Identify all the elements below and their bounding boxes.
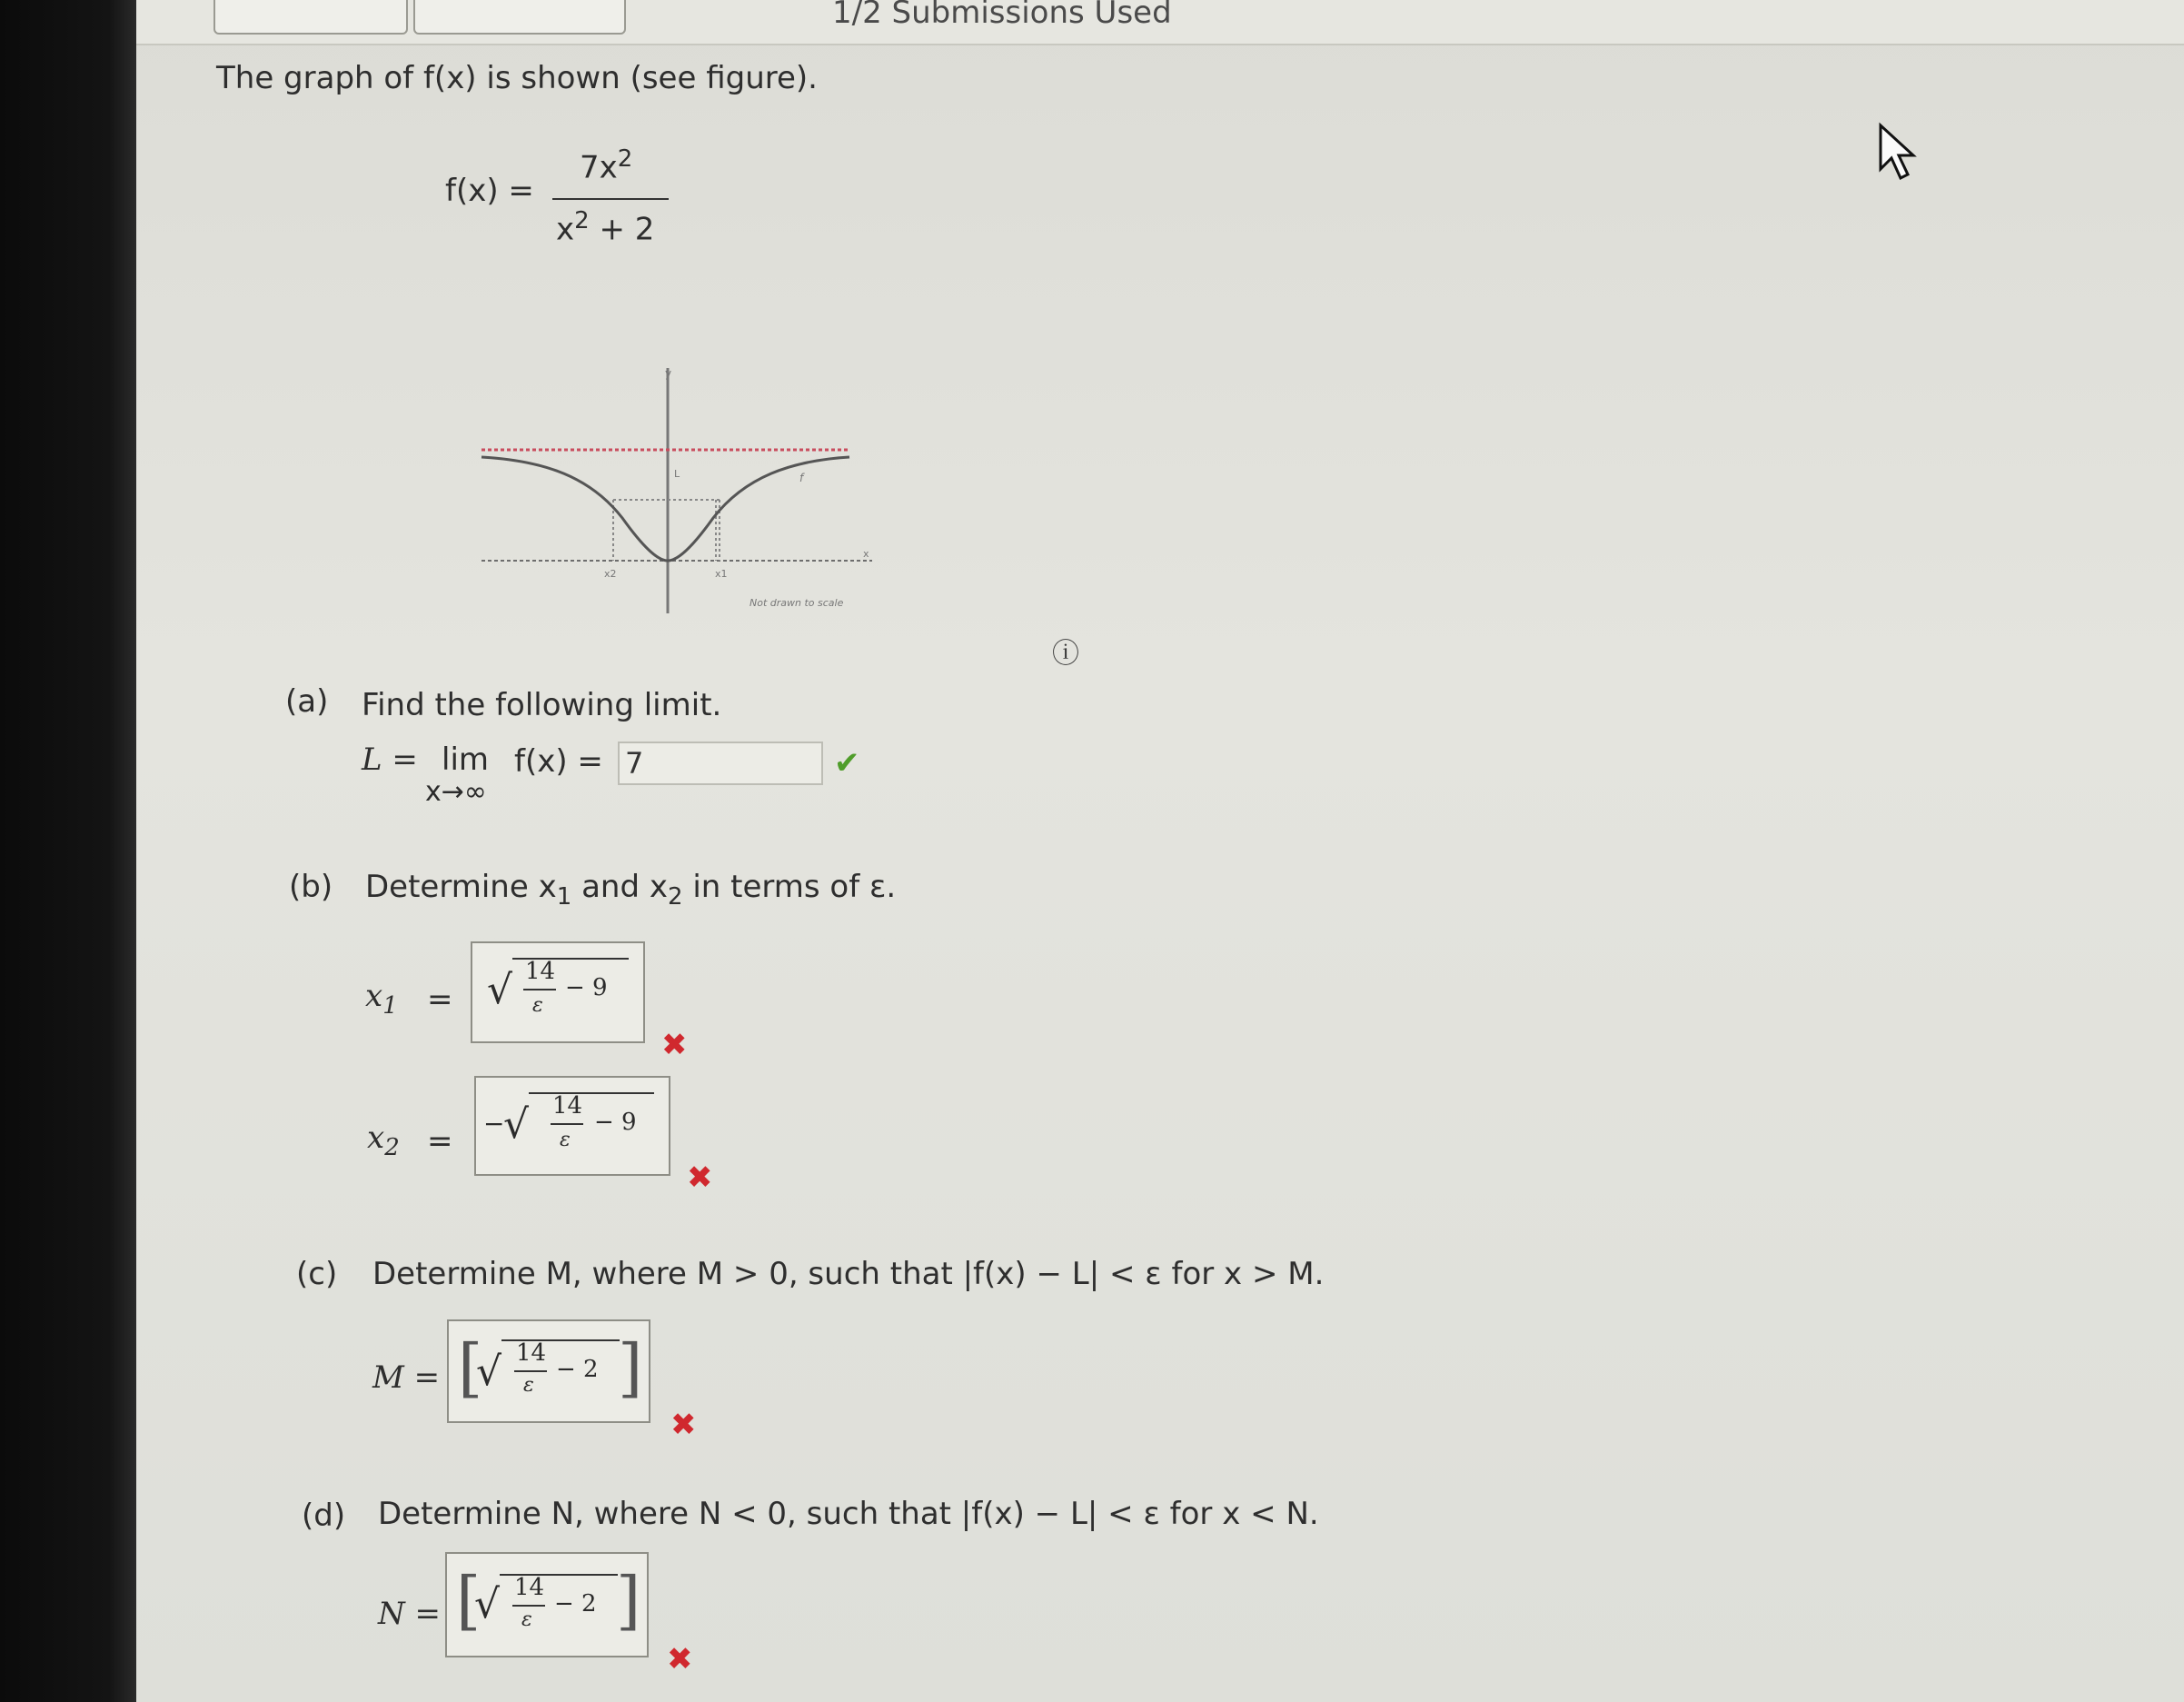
fraction-denominator: $x^2 + 2$ bbox=[556, 207, 655, 248]
part-d-lhs: N = bbox=[378, 1596, 442, 1632]
toolbar-button-notes[interactable] bbox=[413, 0, 626, 35]
correct-check-icon: ✔ bbox=[834, 745, 860, 781]
part-a-answer-input[interactable]: 7 bbox=[618, 742, 823, 785]
x1-equals: = bbox=[427, 981, 453, 1018]
part-a-prompt: Find the following limit. bbox=[362, 687, 722, 723]
x2-sign: − bbox=[483, 1109, 505, 1139]
x2-answer-box[interactable]: − √ 14 ε − 9 bbox=[474, 1076, 670, 1176]
submissions-used: 1/2 Submissions Used bbox=[832, 0, 1172, 31]
m-rest: − 2 bbox=[556, 1356, 599, 1383]
screen-bezel bbox=[0, 0, 136, 1702]
x1-answer-box[interactable]: √ 14 ε − 9 bbox=[471, 941, 645, 1043]
n-rest: − 2 bbox=[554, 1590, 597, 1617]
part-a-fx: f(x) = bbox=[514, 743, 603, 780]
incorrect-x-icon: ✖ bbox=[670, 1407, 697, 1443]
toolbar-button-left[interactable] bbox=[213, 0, 408, 35]
mouse-cursor-icon bbox=[1877, 122, 1919, 185]
part-a-lim: lim bbox=[442, 742, 490, 778]
top-toolbar bbox=[136, 0, 2184, 45]
fraction-bar bbox=[552, 198, 669, 200]
n-denominator: ε bbox=[521, 1608, 532, 1631]
n-numerator: 14 bbox=[514, 1574, 545, 1601]
m-answer-box[interactable]: [ √ 14 ε − 2 ] bbox=[447, 1319, 650, 1423]
part-b-label: (b) bbox=[289, 869, 333, 905]
svg-text:y: y bbox=[665, 367, 672, 380]
n-answer-box[interactable]: [ √ 14 ε − 2 ] bbox=[445, 1552, 649, 1657]
svg-text:L: L bbox=[674, 468, 680, 480]
function-graph-figure bbox=[472, 359, 881, 632]
svg-text:x1: x1 bbox=[715, 568, 728, 580]
part-d-label: (d) bbox=[302, 1498, 346, 1534]
part-c-lhs: M = bbox=[372, 1359, 441, 1396]
svg-text:x2: x2 bbox=[604, 568, 617, 580]
x2-label: $x_2$ bbox=[367, 1120, 400, 1161]
x2-numerator: 14 bbox=[552, 1092, 583, 1120]
info-icon[interactable]: ⓘ bbox=[1052, 638, 1079, 670]
part-b-prompt: Determine $x_1$ and $x_2$ in terms of ε. bbox=[365, 869, 897, 911]
part-a-lhs: L = bbox=[362, 742, 418, 778]
part-a-label: (a) bbox=[285, 683, 329, 720]
svg-text:x: x bbox=[863, 548, 869, 560]
figure-note: Not drawn to scale bbox=[750, 597, 844, 609]
x2-denominator: ε bbox=[560, 1129, 571, 1151]
page-background bbox=[136, 0, 2184, 1702]
fx-label: f(x) = bbox=[445, 173, 534, 209]
svg-text:f: f bbox=[799, 472, 804, 484]
x1-rest: − 9 bbox=[565, 974, 608, 1001]
m-numerator: 14 bbox=[516, 1339, 547, 1367]
incorrect-x-icon: ✖ bbox=[667, 1641, 693, 1677]
x1-numerator: 14 bbox=[525, 958, 556, 985]
incorrect-x-icon: ✖ bbox=[687, 1160, 713, 1196]
x1-denominator: ε bbox=[532, 994, 543, 1017]
m-denominator: ε bbox=[523, 1374, 534, 1397]
fraction-numerator: $7x^2$ bbox=[580, 145, 633, 186]
part-c-label: (c) bbox=[296, 1256, 338, 1292]
part-a-lim-sub: x→∞ bbox=[425, 776, 487, 808]
part-d-prompt: Determine N, where N < 0, such that |f(x) − L| < ε for x < N. bbox=[378, 1496, 1319, 1532]
x2-rest: − 9 bbox=[594, 1109, 637, 1136]
part-c-prompt: Determine M, where M > 0, such that |f(x) − L| < ε for x > M. bbox=[372, 1256, 1325, 1292]
question-intro: The graph of f(x) is shown (see figure). bbox=[216, 60, 818, 96]
x1-label: $x_1$ bbox=[365, 978, 398, 1020]
x2-equals: = bbox=[427, 1123, 453, 1160]
incorrect-x-icon: ✖ bbox=[661, 1027, 688, 1063]
